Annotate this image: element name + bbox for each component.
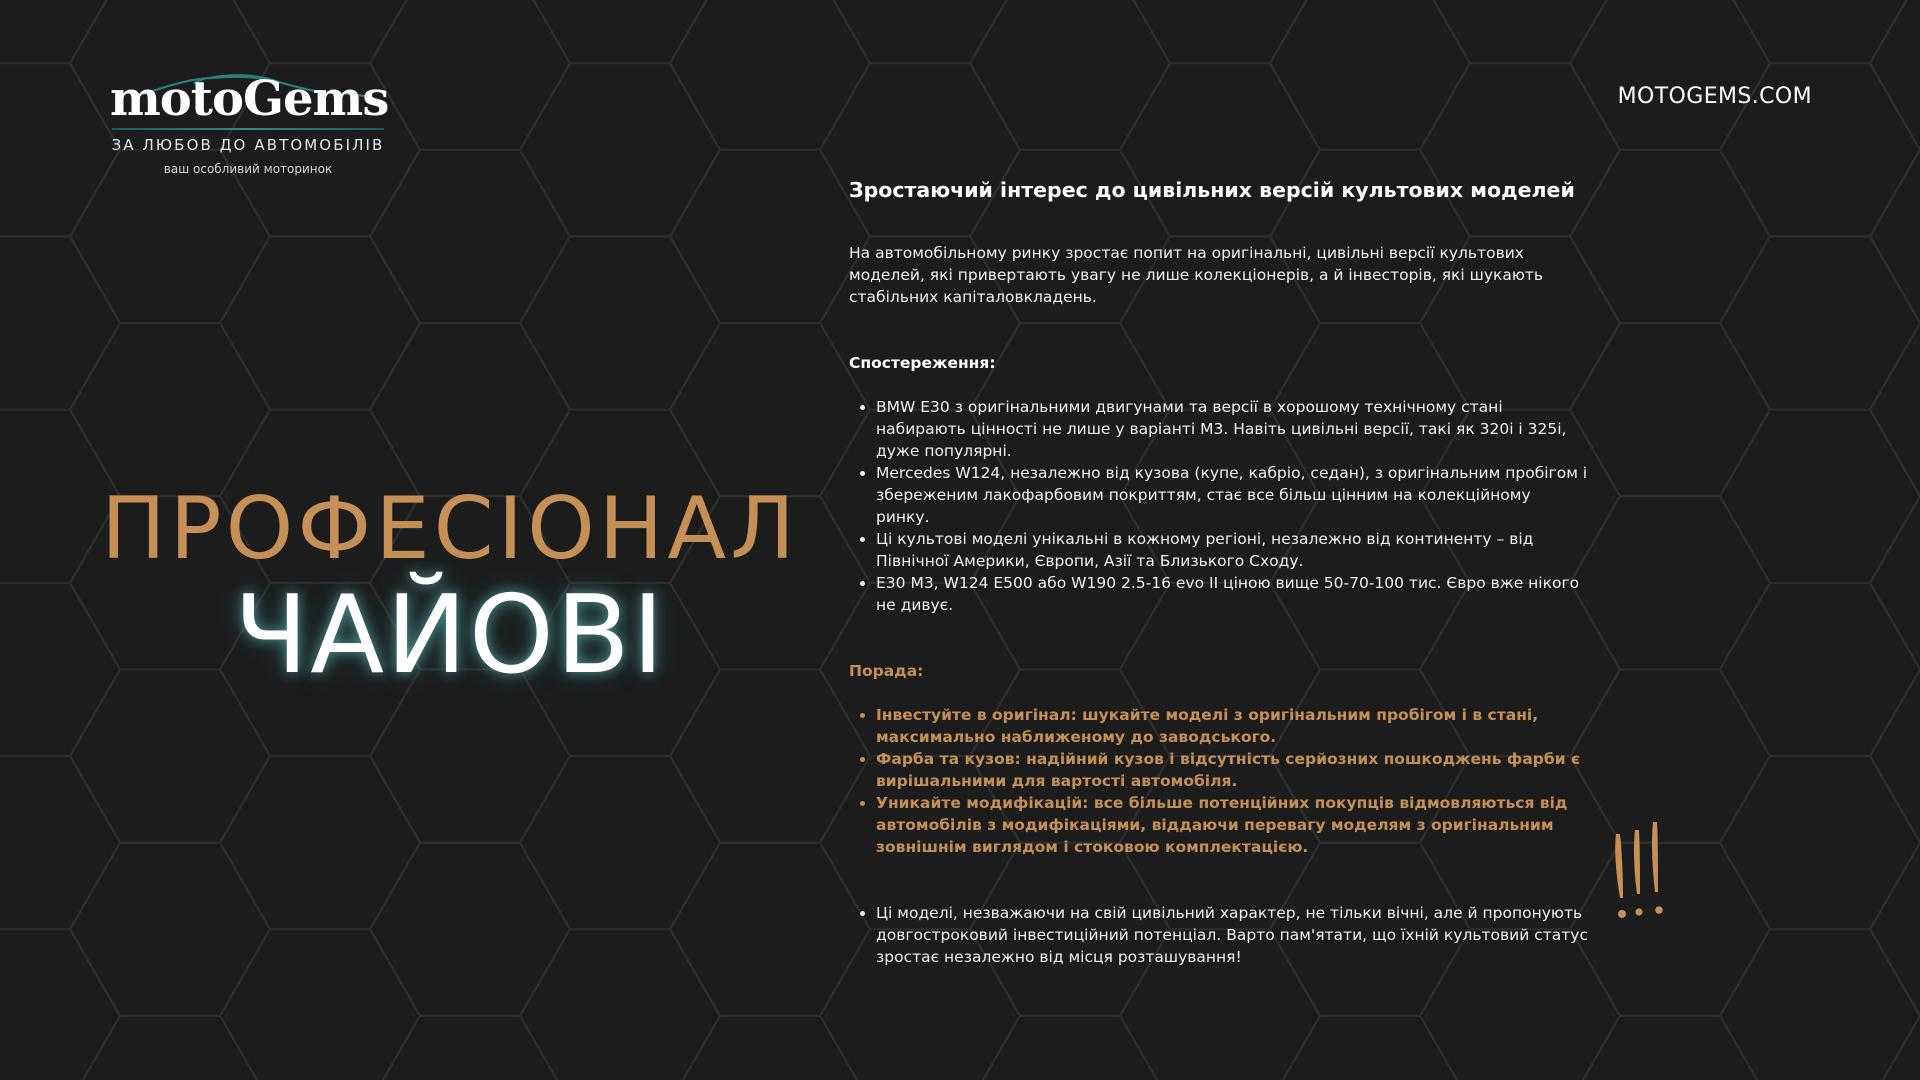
observation-item: • Ці культові моделі унікальні в кожному регіоні, незалежно від континенту – від Північної Америки, Європи, Азії та Близького Сходу. (876, 528, 1589, 572)
logo-divider (112, 128, 384, 130)
tip-item: • Інвестуйте в оригінал: шукайте моделі з оригінальним пробігом і в стані, максимально наближеному до заводського. (876, 704, 1589, 748)
hero-heading (90, 479, 810, 698)
brand-logo[interactable] (110, 68, 389, 177)
triple-exclamation-icon (1610, 820, 1668, 924)
closing-list (849, 902, 1589, 968)
tip-item: • Фарба та кузов: надійний кузов і відсутність серйозних пошкоджень фарби є вирішальними для вартості автомобіля. (876, 748, 1589, 792)
observation-item: • BMW E30 з оригінальними двигунами та версії в хорошому технічному стані набирають цінності не лише у варіанті M3. Навіть цивільні версії, такі як 320i і 325i, дуже популярні. (876, 396, 1589, 462)
observations-label: Спостереження: (849, 354, 996, 372)
site-url-link[interactable]: MOTOGEMS.COM (1617, 84, 1812, 109)
logo-subtitle: ваш особливий моторинок (163, 162, 333, 177)
logo-tagline: ЗА ЛЮБОВ ДО АВТОМОБІЛІВ (111, 136, 385, 155)
article-title: Зростаючий інтерес до цивільних версій культових моделей (849, 178, 1575, 202)
tip-item: • Уникайте модифікацій: все більше потенційних покупців відмовляються від автомобілів з модифікаціями, віддаючи перевагу моделям з оригінальним зовнішнім виглядом і стоковою комплектацією. (876, 792, 1589, 858)
hero-line-tips: ЧАЙОВІ (234, 572, 666, 698)
article-intro: На автомобільному ринку зростає попит на оригінальні, цивільні версії культових моделей, які привертають увагу не лише колекціонерів, а й інвесторів, які шукають стабільних капіталовкладень. (849, 244, 1544, 306)
logo-title: motoGems (110, 71, 389, 127)
hero-line-professional: ПРОФЕСІОНАЛ (101, 479, 799, 579)
observations-list (849, 396, 1589, 616)
tips-label: Порада: (849, 662, 924, 680)
tips-list (849, 704, 1589, 858)
observation-item: • Mercedes W124, незалежно від кузова (купе, кабріо, седан), з оригінальним пробігом і збереженим лакофарбовим покриттям, стає все більш цінним на колекційному ринку. (876, 462, 1589, 528)
closing-item: • Ці моделі, незважаючи на свій цивільний характер, не тільки вічні, але й пропонують довгостроковий інвестиційний потенціал. Варто пам'ятати, що їхній культовий статус зростає незалежно від місця розташування! (876, 902, 1589, 968)
observation-item: • E30 M3, W124 E500 або W190 2.5-16 evo II ціною вище 50-70-100 тис. Євро вже нікого не дивує. (876, 572, 1589, 616)
article-content (849, 176, 1589, 968)
